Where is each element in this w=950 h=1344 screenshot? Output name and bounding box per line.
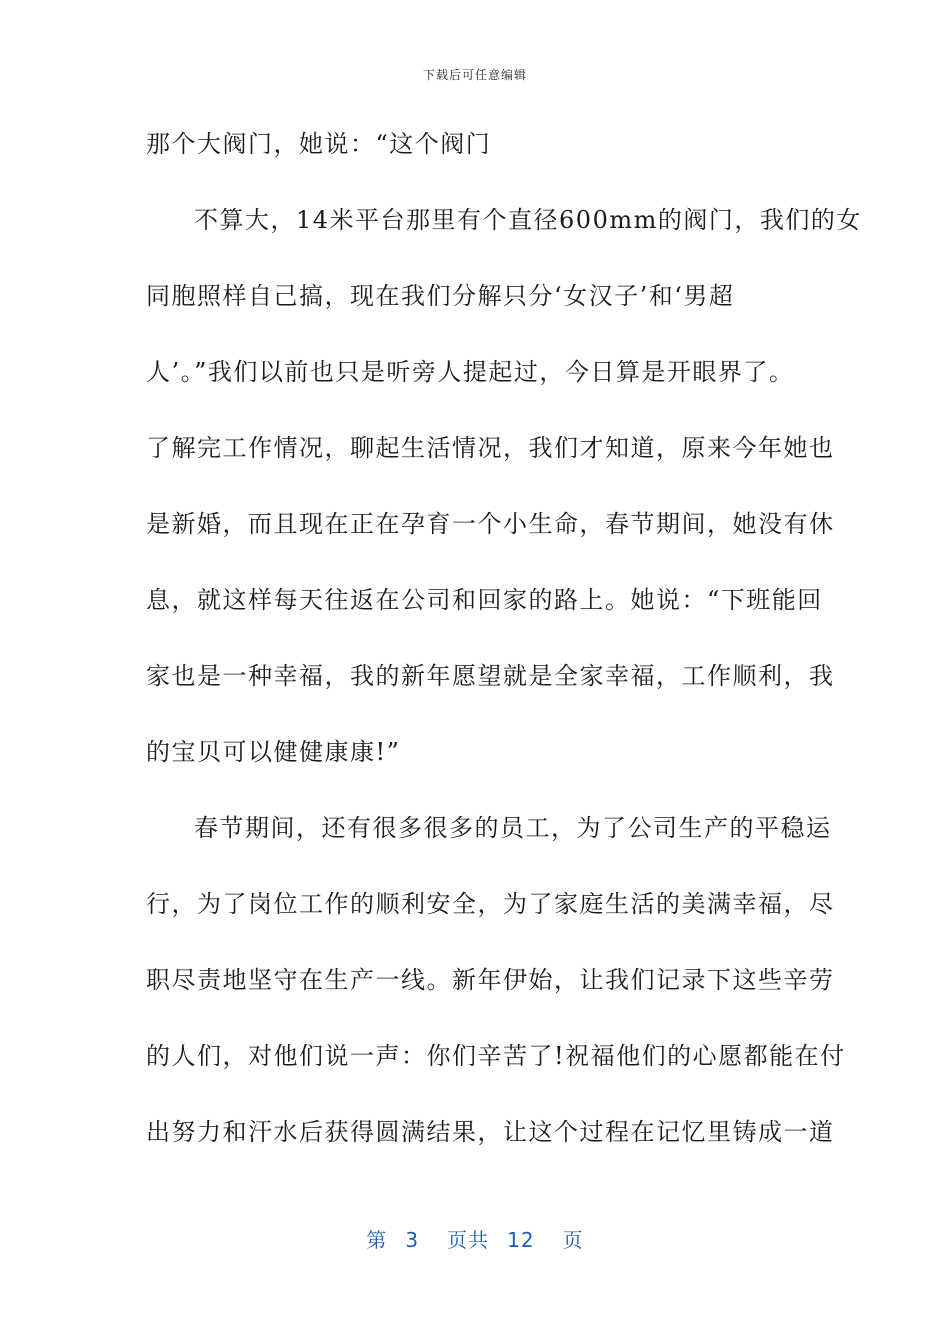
document-body	[146, 118, 862, 1182]
body-line-2: 不算大，14米平台那里有个直径600mm的阀门，我们的女	[194, 206, 862, 234]
body-line-13: 的人们，对他们说一声：你们辛苦了!祝福他们的心愿都能在付	[146, 1042, 846, 1070]
footer-suffix: 页	[562, 1228, 584, 1252]
footer-current-page: 3	[405, 1228, 420, 1252]
body-line-1: 那个大阀门，她说：“这个阀门	[146, 130, 492, 158]
page-header: 下载后可任意编辑	[422, 68, 527, 82]
body-line-9: 的宝贝可以健健康康!”	[146, 738, 401, 766]
footer-prefix: 第	[366, 1228, 388, 1252]
body-line-5: 了解完工作情况，聊起生活情况，我们才知道，原来今年她也	[146, 434, 835, 462]
body-line-14: 出努力和汗水后获得圆满结果，让这个过程在记忆里铸成一道	[146, 1118, 835, 1146]
page-footer	[0, 1224, 950, 1253]
body-line-11: 行，为了岗位工作的顺利安全，为了家庭生活的美满幸福，尽	[146, 890, 835, 918]
body-line-8: 家也是一种幸福，我的新年愿望就是全家幸福，工作顺利，我	[146, 662, 835, 690]
body-line-10: 春节期间，还有很多很多的员工，为了公司生产的平稳运	[194, 814, 832, 842]
footer-total-pages: 12	[507, 1228, 535, 1252]
body-line-12: 职尽责地坚守在生产一线。新年伊始，让我们记录下这些辛劳	[146, 966, 835, 994]
body-line-6: 是新婚，而且现在正在孕育一个小生命，春节期间，她没有休	[146, 510, 835, 538]
footer-middle: 页共	[447, 1228, 490, 1252]
body-line-4: 人’。”我们以前也只是听旁人提起过，今日算是开眼界了。	[146, 358, 795, 386]
body-line-7: 息，就这样每天往返在公司和回家的路上。她说：“下班能回	[146, 586, 823, 614]
body-line-3: 同胞照样自己搞，现在我们分解只分‘女汉子’和‘男超	[146, 282, 735, 310]
